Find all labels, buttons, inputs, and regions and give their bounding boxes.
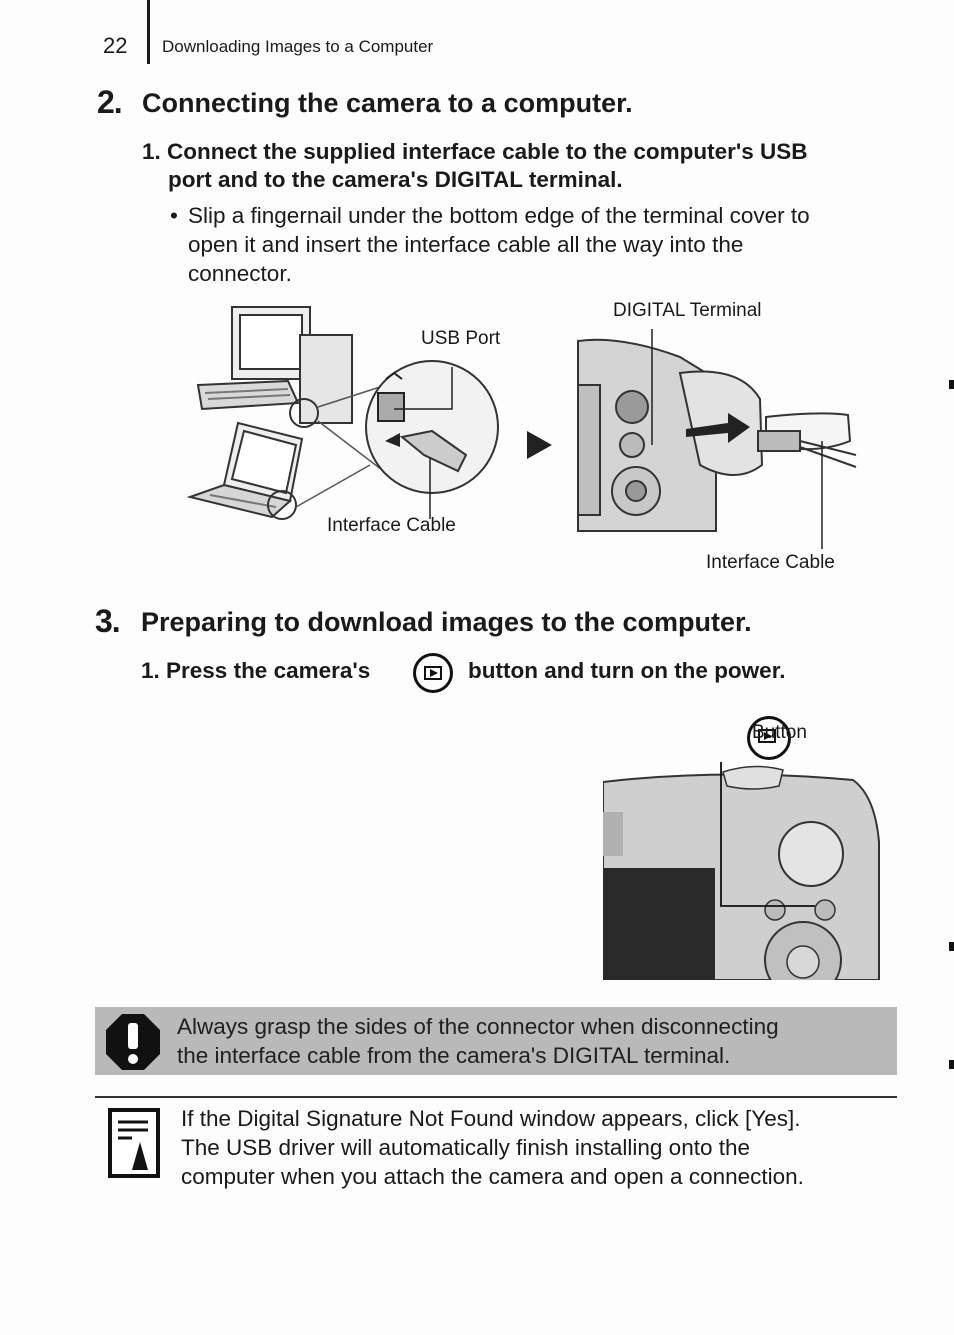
edge-mark xyxy=(949,380,954,389)
bullet-line-1: Slip a fingernail under the bottom edge of the terminal cover to xyxy=(188,203,810,228)
laptop-icon xyxy=(190,423,302,517)
camera-back-illustration xyxy=(603,762,881,980)
button-label: Button xyxy=(752,722,807,743)
camera-side-icon xyxy=(578,340,850,531)
usb-port-magnifier xyxy=(366,361,498,493)
note-line-2: The USB driver will automatically finish installing onto the xyxy=(181,1135,751,1160)
usb-port-icon xyxy=(378,393,404,421)
step-3-1-after: button and turn on the power. xyxy=(468,658,786,683)
desktop-computer-icon xyxy=(198,307,352,423)
running-title: Downloading Images to a Computer xyxy=(162,37,434,56)
mode-dial-icon xyxy=(779,822,843,886)
section-2-number: 2. xyxy=(97,84,122,120)
playback-button-on-camera-icon xyxy=(815,900,835,920)
step-1-line-1: 1. Connect the supplied interface cable to the computer's USB xyxy=(142,139,808,164)
playback-button-icon xyxy=(413,653,453,693)
note-line-3: computer when you attach the camera and open a connection. xyxy=(181,1164,804,1189)
camera-plug-icon xyxy=(758,431,800,451)
section-2-title: Connecting the camera to a computer. xyxy=(142,88,633,118)
edge-mark xyxy=(949,942,954,951)
digital-terminal-label: DIGITAL Terminal xyxy=(613,300,762,321)
page-number: 22 xyxy=(103,33,128,58)
section-3-number: 3. xyxy=(95,603,120,639)
note-icon xyxy=(108,1108,160,1178)
caution-line-1: Always grasp the sides of the connector when disconnecting xyxy=(177,1014,779,1039)
edge-mark xyxy=(949,1060,954,1069)
camera-screen xyxy=(603,868,715,980)
bullet-line-2: open it and insert the interface cable all the way into the xyxy=(188,232,744,257)
usb-port-label: USB Port xyxy=(421,328,501,349)
note-divider xyxy=(95,1096,897,1098)
bullet-marker: • xyxy=(170,203,178,228)
note-line-1: If the Digital Signature Not Found window appears, click [Yes]. xyxy=(181,1106,801,1131)
bullet-line-3: connector. xyxy=(188,261,292,286)
interface-cable-label-right: Interface Cable xyxy=(706,552,835,573)
step-3-1-before: 1. Press the camera's xyxy=(141,658,371,683)
caution-icon xyxy=(106,1014,160,1070)
section-3-title: Preparing to download images to the computer. xyxy=(141,607,752,637)
next-arrow-icon xyxy=(527,431,552,459)
caution-line-2: the interface cable from the camera's DIGITAL terminal. xyxy=(177,1043,731,1068)
step-1-line-2: port and to the camera's DIGITAL terminal. xyxy=(168,167,623,192)
interface-cable-label-left: Interface Cable xyxy=(327,515,456,536)
header-divider xyxy=(147,0,150,64)
connection-illustration xyxy=(180,295,870,585)
